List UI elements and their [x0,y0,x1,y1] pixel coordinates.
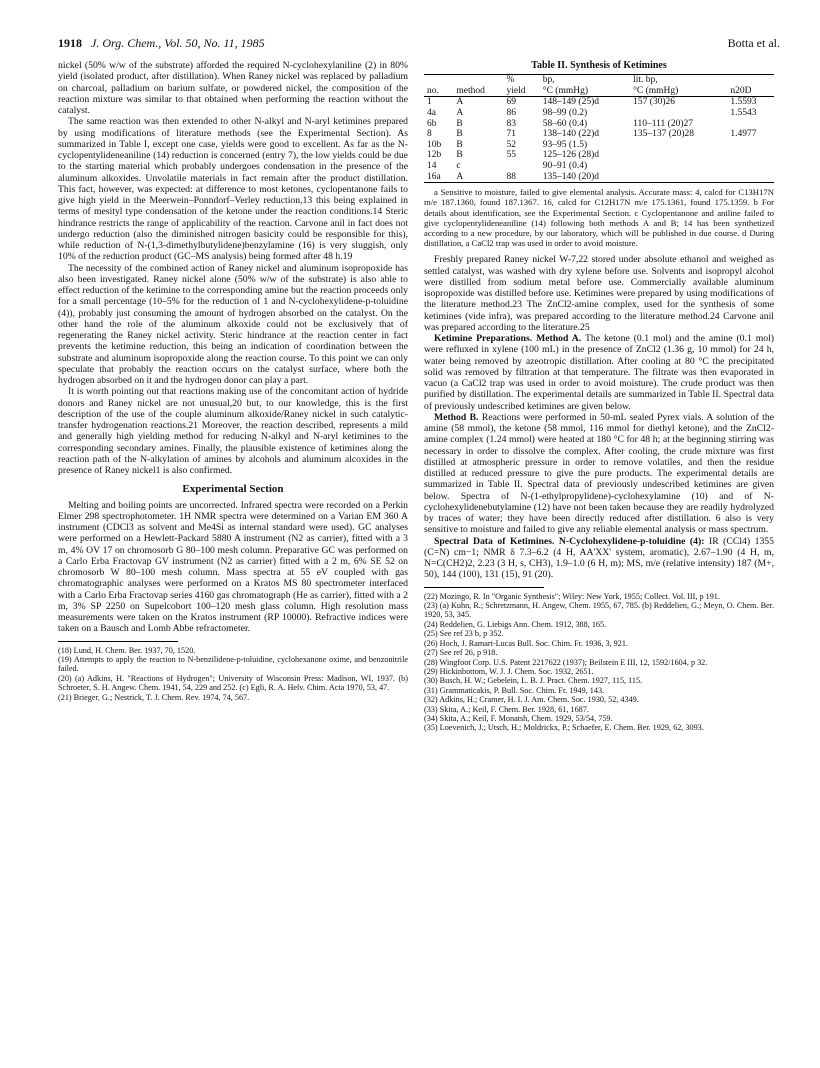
table-cell: 86 [506,108,516,119]
table-cell [630,172,727,183]
right-column [424,60,774,733]
table-cell: 88 [503,172,539,183]
table-cell [727,150,774,161]
table-cell: 90–91 (0.4) [542,161,588,171]
footnote-divider [424,587,544,588]
table-cell: 1 [427,97,432,108]
table-row [424,129,774,140]
table-cell: 1.5593 [730,97,757,108]
table-cell: A [456,108,464,119]
footnote: (23) (a) Kuhn, R.; Schretzmann, H. Angew, Chem. 1955, 67, 785. (b) Reddelien, G.; Meyn, O. Chem. Ber. 1920, 53, 345. [424,601,774,620]
table-header-row [424,86,774,97]
table-cell [503,161,539,172]
table-header-cell [424,75,453,86]
footnote: (19) Attempts to apply the reaction to N-benzilidene-p-toluidine, cyclohexanone oxime, and benzonitrile failed. [58,654,408,674]
footnote: (18) Lund, H. Chem. Ber. 1937, 70, 1520. [58,645,196,655]
table-row [424,119,774,130]
footnote: (25) See ref 23 b, p 352. [424,629,504,639]
footnote-divider [58,641,178,642]
table-header-cell: % [503,75,539,86]
table-cell: B [456,139,463,150]
table-cell: 58–60 (0.4) [542,118,588,129]
footnote: (33) Skita, A.; Keil, F. Chem. Ber. 1928, 61, 1687. [424,704,589,714]
table-cell: 138–140 (22)d [542,129,599,140]
table-cell [630,140,727,151]
footnote: (26) Hoch, J. Ramart-Lucas Bull. Soc. Chim. Fr. 1936, 3, 921. [424,638,628,648]
spectral-text: IR (CCl4) 1355 (C=N) cm−1; NMR δ 7.3–6.2 (4 H, AA'XX' system, aromatic), 2.67–1.90 (4 H, m, N=C(CH2)2, 2.23 (3 H, s, CH3), 1.9–1.0 (6 H, m); MS, m/e (relative intensity) 187 (M+, 50), 144 (100), 131 (15), 91 (20). [424,535,774,581]
table-cell [630,150,727,161]
table-header-cell [453,75,503,86]
footnote: (35) Loevenich, J.; Utsch, H.; Moldrickx, P.; Schaefer, E. Chem. Ber. 1929, 62, 3093. [424,723,704,733]
table-cell: B [456,150,463,161]
table-row [424,97,774,108]
running-header [58,36,780,50]
table-cell: 83 [506,118,516,129]
footnote: (31) Grammaticakis, P. Bull. Soc. Chim. Fr. 1949, 143. [424,685,605,695]
body-paragraph: Melting and boiling points are uncorrected. Infrared spectra were recorded on a Perkin Elmer 298 spectrophotometer. 1H NMR spectra were determined on a Varian EM 360 A instrument (CDCl3 as solvent and Me4Si as internal standard were used). GC analyses were performed on a Hewlett-Packard 5880 A instrument (N2 as carrier), fitted with a 3 m, 4% OV 17 on chromosorb G 80–100 mesh column. Preparative GC was performed on a Carlo Erba Fractovap GV instrument (N2 as carrier) fitted with a 2 m, 6% SE 52 on chromosorb W 80–100 mesh column. Mass spectra at 55 eV coupled with gas chromatographic analyses were performed on a Kratos MS 80 spectrometer interfaced with a Carlo Erba Fractovap series 4160 gas chromatograph (He as carrier), fitted with a 2 m, 3% SP 2250 on Supelcobort 100–120 mesh glass column. High resolution mass measurements were taken on the Kratos instrument (RP 10000). Refractive indices were taken on a Bausch and Lomb Abbe refractometer. [58,499,408,635]
footnote: (24) Reddelien, G. Liebigs Ann. Chem. 1912, 388, 165. [424,619,607,629]
table-cell: 69 [506,97,516,108]
table-cell [727,172,774,183]
table-cell [630,108,727,119]
table-row [424,150,774,161]
table-cell: B [456,129,463,140]
table-cell: A [453,172,503,183]
table-header-cell: no. [424,86,453,97]
footnote: (34) Skita, A.; Keil, F. Monatsh, Chem. 1929, 53/54, 759. [424,713,613,723]
table-header-cell: lit. bp, [630,75,727,86]
table-cell: 135–140 (20)d [540,172,630,183]
footnote: (28) Wingfoot Corp. U.S. Patent 2217622 (1937); Beilstein E III, 12, 1592/1604, p 32. [424,657,708,667]
table-header-cell: °C (mmHg) [540,86,630,97]
table-header-row [424,75,774,86]
table-row [424,140,774,151]
method-a-paragraph [424,333,774,412]
table-cell [727,140,774,151]
table-header-cell: method [453,86,503,97]
table-cell: 10b [427,139,442,150]
table-cell: 52 [506,139,516,150]
footnotes [424,592,774,733]
table-cell [630,161,727,172]
table-header-cell: bp, [540,75,630,86]
method-b-paragraph [424,412,774,536]
table-cell: 16a [424,172,453,183]
footnote: (32) Adkins, H.; Cramer, H. I. J. Am. Chem. Soc. 1930, 52, 4349. [424,695,639,705]
footnote: (29) Hickinbottom, W. J. J. Chem. Soc. 1932, 2651. [424,666,594,676]
footnote: (22) Mozingo, R. In "Organic Synthesis"; Wiley: New York, 1955; Collect. Vol. III, p 191. [424,591,720,601]
table-cell: 55 [506,150,516,161]
table-cell: B [456,118,463,129]
run-in-heading: Ketimine Preparations. Method A. [434,333,582,345]
table-cell: 98–99 (0.2) [542,108,588,119]
journal-citation: J. Org. Chem., Vol. 50, No. 11, 1985 [91,36,265,50]
table-cell: A [456,97,464,108]
body-paragraph: nickel (50% w/w of the substrate) afforded the required N-cyclohexylaniline (2) in 80% yield (isolated product, after distillation). When Raney nickel was replaced by palladium on charcoal, palladium on barium sulfate, or powdered nickel, the composition of the reaction mixture was similar to that obtained when performing the reaction without the catalyst. [58,60,408,116]
table-row [424,108,774,119]
table-cell: 4a [427,108,436,119]
run-in-heading: Spectral Data of Ketimines. N-Cyclohexylidene-p-toluidine (4): [434,535,705,547]
footnote: (21) Brieger, G.; Nestrick, T. J. Chem. Rev. 1974, 74, 567. [58,692,250,702]
section-title: Experimental Section [182,483,284,496]
ketimine-table [424,74,774,183]
table-header-cell: °C (mmHg) [630,86,727,97]
table-cell: 1.5543 [730,108,757,119]
table-cell [727,161,774,172]
table-cell: c [456,161,461,171]
method-b-text: Reactions were performed in 50-mL sealed Pyrex vials. A solution of the amine (58 mmol), the ketone (58 mmol, 116 mmol for diethyl ketone), and the ZnCl2-amine complex (1.24 mmol) were heated at 180 °C for 48 h; at the beginning stirring was necessary in order to dissolve the complex. After cooling, the crude mixture was first distilled at atmospheric pressure in order to remove volatiles, and then the residue distilled at reduced pressure to give the pure products. The experimental details are summarized in Table II. Spectral data of previously undescribed ketimines are given below. Spectra of N-(1-ethylpropylidene)-cyclohexylamine (10) and of N-cyclohexylidenebutylamine (12) have not been taken because they are readily hydrolyzed by traces of water; they have been directly reduced after distillation. 6 also is very sensitive to moisture and failed to give any reliable elemental analysis or mass spectrum. [424,411,775,536]
table-cell: 157 (30)26 [633,97,676,108]
run-in-heading: Method B. [434,411,479,423]
footnote: (20) (a) Adkins, H. "Reactions of Hydrogen"; University of Wisconsin Press: Madison, WI, 1937. (b) Schroeter, S. H. Angew. Chem. 1941, 54, 229 and 252. (c) Egli, R. A. Helv. Chim. Acta 1970, 53, 47. [58,673,408,693]
body-paragraph: Freshly prepared Raney nickel W-7,22 stored under absolute ethanol and weighed as settled catalyst, was washed with dry xylene before use. Solvents and isopropyl alcohol were distilled from sodium metal before use. Commercially available aluminum isopropoxide was distilled before use. Ketimines were prepared by using modifications of the literature method.23 The ZnCl2-amine complex, used for the synthesis of some ketimines (vide infra), was prepared according to the literature method.24 Carvone anil was prepared according to the literature.25 [424,254,774,333]
table-header-cell [727,75,774,86]
footnotes [58,646,408,702]
footnote: (30) Busch, H. W.; Gebelein, L. B. J. Pract. Chem. 1927, 115, 115. [424,676,643,686]
table-header-cell: n20D [727,86,774,97]
page-number: 1918 [58,36,82,50]
table-row [424,161,774,172]
table-cell: 125–126 (28)d [542,150,599,161]
table-cell: 12b [427,150,442,161]
spectral-paragraph [424,536,774,581]
table-header-cell: yield [503,86,539,97]
table-cell: 14 [427,161,437,171]
table-cell: 93–95 (1.5) [542,139,588,150]
table-cell: 148–149 (25)d [542,97,599,108]
body-paragraph: It is worth pointing out that reactions making use of the concomitant action of hydride donors and Raney nickel are not unusual,20 but, to our knowledge, this is the first description of the use of the couple aluminum alkoxide/Raney nickel in such catalytic-transfer hydrogenation reactions.21 Moreover, the reaction described, represents a mild and generally high yielding method for reducing N-alkyl and N-aryl ketimines to the corresponding secondary amines. Finally, the plausible existence of ketimines along the reaction path of the N-alkylation of amines by alcohols and aluminum alcoxides in the presence of Raney nickel1 is also confirmed. [58,386,408,476]
left-column [58,60,408,702]
table-cell: 6b [427,118,437,129]
table-notes: a Sensitive to moisture, failed to give elemental analysis. Accurate mass: 4, calcd for C13H17N m/e 187.1360, found 187.1367. 16, calcd for C12H17N m/e 175.1361, found 175.1359. b For details about identification, see the Experimental Section. c Cyclopentanone and aniline failed to give cyclopentylideneaniline (14) following both methods A and B; 14 has been synthetized according to a new procedure, by our laboratory, which will be published in due course. d During distillation, a CaCl2 trap was used in order to avoid moisture. [424,187,774,249]
table-cell: 110–111 (20)27 [633,118,693,129]
method-a-text: The ketone (0.1 mol) and the amine (0.1 mol) were refluxed in xylene (100 mL) in the presence of ZnCl2 (1.36 g, 10 mmol) for 24 h, water being removed by azeotropic distillation. After cooling at 80 °C the precipitated solid was removed by filtration at that temperature. The filtrate was then evaporated in vacuo (a CaCl2 trap was used in order to avoid moisture). The crude product was then purified by distillation. The experimental details are summarized in Table II. Spectral data of previously undescribed ketimines are given below. [424,333,775,412]
table-cell: 71 [506,129,516,140]
table-cell: 8 [427,129,432,140]
table-cell [727,119,774,130]
table-row [424,172,774,183]
table-cell: 1.4977 [730,129,757,140]
body-paragraph: The necessity of the combined action of Raney nickel and aluminum isopropoxide has also been investigated. Raney nickel alone (50% w/w of the substrate) is also able to effect reduction of the ketimine to the corresponding amine but the reaction proceeds only for a small percentage (10–5% for the reduction of 1 and N-cyclohexylidene-p-toluidine (4)), probably just consuming the amount of hydrogen absorbed on the catalyst. On the other hand the role of the aluminum alkoxide could not be exclusively that of regenerating the Raney nickel activity. Steric hindrance at the reaction center in fact prevents the ketimine reduction, this being an indication of coordination between the substrate and aluminum isopropoxide along the reaction course. To this point we can only speculate that probably the reaction occurs on the catalyst surface, where both the hydrogen absorbed on it and the hydrogen donor can play a part. [58,262,408,386]
table-title: Table II. Synthesis of Ketimines [531,60,667,71]
running-authors: Botta et al. [727,36,780,50]
footnote: (27) See ref 26, p 918. [424,648,498,658]
body-paragraph: The same reaction was then extended to other N-alkyl and N-aryl ketimines prepared by using modifications of literature methods (see the Experimental Section). As summarized in Table I, except one case, yields were good to excellent. As far as the N-cyclopentylideneaniline (14) reduction is concerned (entry 7), the low yields could be due to the starting material which probably undergoes condensation in the presence of the aluminum alkoxides. Unvolatile materials in fact remain after the product distillation. This fact, however, was expected: at difference to most ketones, cyclopentanone fails to give high yield in the Meerwein–Ponndorf–Verley reduction,13 this being explained in terms of mesityl type condensation of the ketone under the reaction conditions.14 Steric hindrance restricts the range of applicability of the reaction. Carvone anil in fact does not undergo reduction (also the diminished nitrogen basicity could be responsible for this), while reduction of N-(1,3-dimethylbutylidene)benzylamine (16) is very sluggish, only 10% of the reduction product (GC–MS analysis) being formed after 48 h.19 [58,116,408,263]
table-cell: 135–137 (20)28 [633,129,695,140]
